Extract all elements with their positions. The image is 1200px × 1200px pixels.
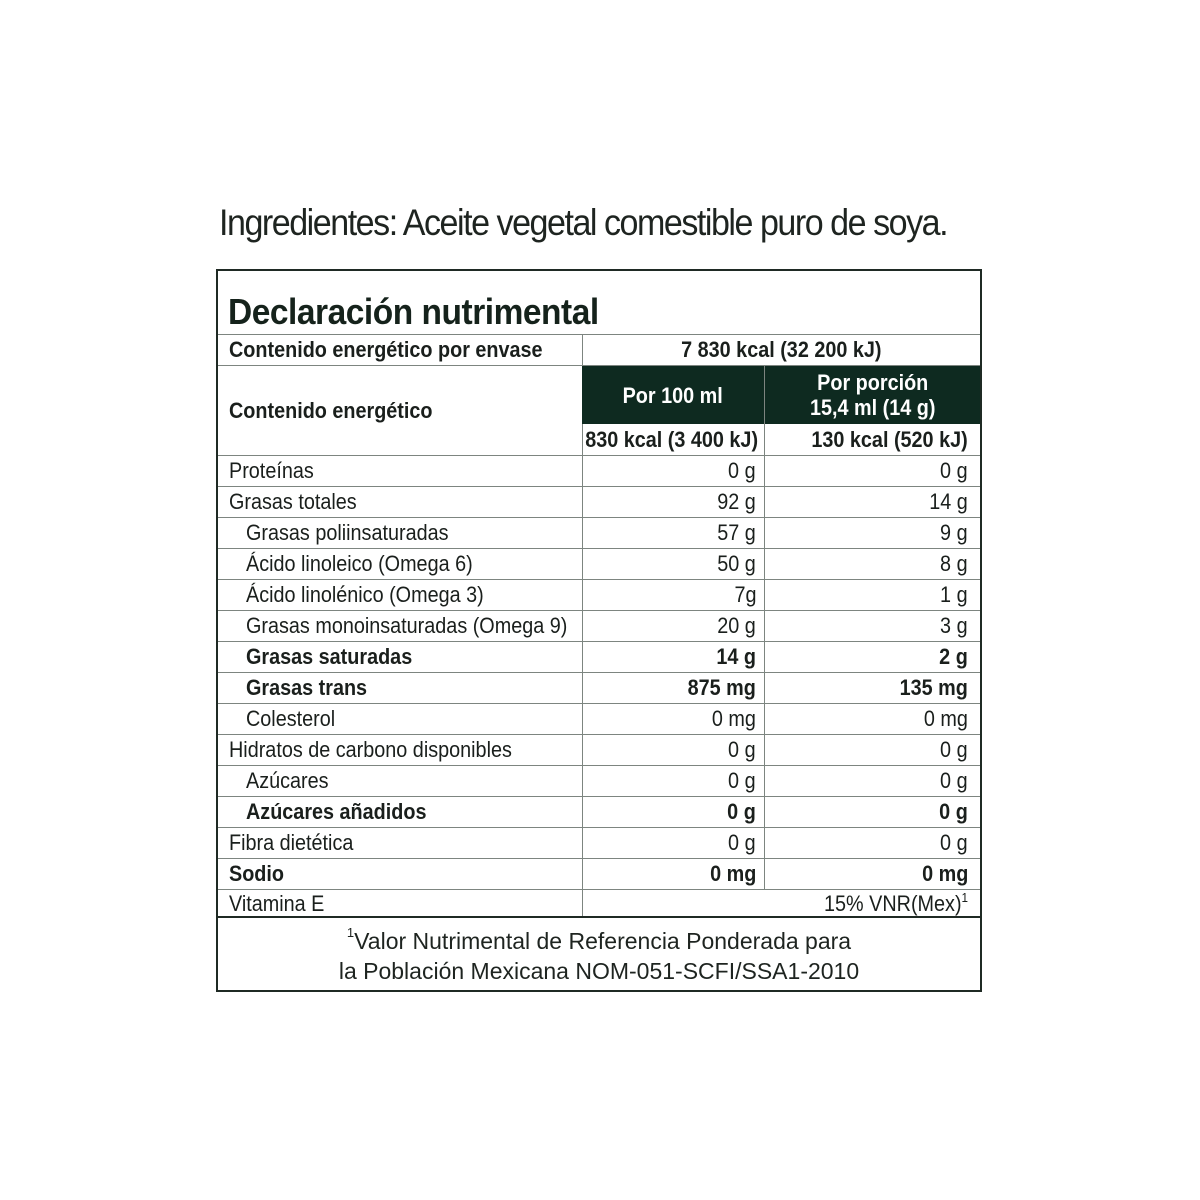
col-header-per-portion-line1: Por porción bbox=[816, 370, 929, 395]
value-per-100ml: 0 g bbox=[728, 768, 756, 793]
col-header-per-100ml-text: Por 100 ml bbox=[622, 382, 724, 408]
value-per-100ml: 0 mg bbox=[709, 861, 756, 886]
value-per-portion: 0 g bbox=[940, 830, 968, 855]
nutrient-row-omega3 bbox=[218, 579, 980, 610]
nutrient-label: Proteínas bbox=[229, 458, 314, 483]
nutrient-label: Grasas trans bbox=[246, 675, 368, 700]
value-per-portion: 14 g bbox=[929, 489, 968, 514]
value-per-100ml: 0 g bbox=[727, 799, 756, 824]
value-per-100ml: 0 g bbox=[728, 737, 756, 762]
energy-per-portion-text: 130 kcal (520 kJ) bbox=[811, 427, 968, 452]
nutrient-label: Azúcares bbox=[246, 768, 329, 793]
nutrient-label: Grasas poliinsaturadas bbox=[246, 520, 449, 545]
nutrient-row-vitamina-e bbox=[218, 889, 980, 917]
value-per-portion: 9 g bbox=[940, 520, 968, 545]
energy-per-package-label-text: Contenido energético por envase bbox=[229, 337, 543, 362]
energy-per-100ml-text: 830 kcal (3 400 kJ) bbox=[585, 427, 758, 452]
value-per-100ml: 14 g bbox=[716, 644, 756, 669]
energy-per-package-label bbox=[218, 335, 582, 365]
nutrient-label: Ácido linolénico (Omega 3) bbox=[246, 582, 484, 607]
nutrient-row-sodio bbox=[218, 858, 980, 889]
energy-label bbox=[218, 366, 582, 455]
nutrient-label: Colesterol bbox=[246, 706, 336, 731]
value-per-100ml: 50 g bbox=[717, 551, 756, 576]
nutrient-row-proteinas bbox=[218, 455, 980, 486]
footnote-line2: la Población Mexicana NOM-051-SCFI/SSA1-2010 bbox=[338, 958, 860, 984]
value-per-portion: 2 g bbox=[939, 644, 968, 669]
nutrient-row-omega9 bbox=[218, 610, 980, 641]
nutrient-row-azucares bbox=[218, 765, 980, 796]
value-per-100ml: 57 g bbox=[717, 520, 756, 545]
energy-per-portion bbox=[764, 424, 980, 456]
energy-per-package-value-text: 7 830 kcal (32 200 kJ) bbox=[681, 337, 882, 362]
nutrient-label: Sodio bbox=[229, 861, 284, 886]
value-per-portion: 0 g bbox=[940, 458, 968, 483]
nutrient-label: Azúcares añadidos bbox=[246, 799, 427, 824]
nutrient-row-colesterol bbox=[218, 703, 980, 734]
value-per-100ml: 0 g bbox=[728, 830, 756, 855]
footnote bbox=[218, 916, 980, 990]
value-per-100ml: 875 mg bbox=[687, 675, 756, 700]
value-per-100ml: 92 g bbox=[717, 489, 756, 514]
nutrient-row-poliinsaturadas bbox=[218, 517, 980, 548]
col-header-per-portion bbox=[764, 366, 980, 424]
footnote-line1-text: Valor Nutrimental de Referencia Ponderada para bbox=[354, 928, 852, 954]
nutrient-row-azucares-anadidos bbox=[218, 796, 980, 827]
footnote-line1 bbox=[218, 926, 980, 956]
vitamin-e-value-text: 15% VNR(Mex) bbox=[823, 890, 962, 916]
energy-per-100ml bbox=[582, 424, 764, 456]
energy-per-package-value bbox=[582, 335, 980, 365]
nutrient-label: Vitamina E bbox=[229, 890, 325, 916]
value-per-portion: 0 g bbox=[940, 737, 968, 762]
value-per-portion: 3 g bbox=[940, 613, 968, 638]
nutrient-row-trans bbox=[218, 672, 980, 703]
ingredients-text: Ingredientes: Aceite vegetal comestible puro de soya. bbox=[219, 202, 948, 243]
footnote-marker: 1 bbox=[961, 889, 968, 905]
value-per-100ml: 20 g bbox=[717, 613, 756, 638]
value-per-portion: 0 g bbox=[940, 768, 968, 793]
energy-per-package-row bbox=[218, 334, 980, 365]
value-per-100ml: 0 g bbox=[728, 458, 756, 483]
energy-header-row bbox=[218, 365, 980, 455]
nutrient-label: Grasas monoinsaturadas (Omega 9) bbox=[246, 613, 568, 638]
value-per-100ml: 0 mg bbox=[711, 706, 756, 731]
nutrient-row-grasas-totales bbox=[218, 486, 980, 517]
nutrient-label: Grasas totales bbox=[229, 489, 357, 514]
nutrient-label: Grasas saturadas bbox=[246, 644, 413, 669]
nutrient-row-omega6 bbox=[218, 548, 980, 579]
nutrient-row-fibra bbox=[218, 827, 980, 858]
value-per-100ml: 7g bbox=[733, 582, 756, 607]
value-per-portion: 8 g bbox=[940, 551, 968, 576]
nutrient-label: Ácido linoleico (Omega 6) bbox=[246, 551, 473, 576]
value-per-portion: 1 g bbox=[940, 582, 968, 607]
value-per-portion: 0 mg bbox=[921, 861, 968, 886]
energy-label-text: Contenido energético bbox=[229, 397, 433, 423]
footnote-marker: 1 bbox=[346, 925, 355, 940]
nutrient-label: Fibra dietética bbox=[229, 830, 354, 855]
value-per-portion: 0 mg bbox=[923, 706, 968, 731]
value-per-portion: 0 g bbox=[939, 799, 968, 824]
vitamin-e-value bbox=[824, 891, 968, 917]
col-header-per-portion-line2: 15,4 ml (14 g) bbox=[809, 395, 936, 420]
panel-title: Declaración nutrimental bbox=[228, 291, 599, 332]
col-header-per-100ml bbox=[582, 366, 764, 424]
nutrient-label: Hidratos de carbono disponibles bbox=[229, 737, 512, 762]
nutrient-row-hidratos bbox=[218, 734, 980, 765]
value-per-portion: 135 mg bbox=[899, 675, 968, 700]
nutrient-row-saturadas bbox=[218, 641, 980, 672]
nutrition-facts-panel bbox=[216, 269, 982, 992]
